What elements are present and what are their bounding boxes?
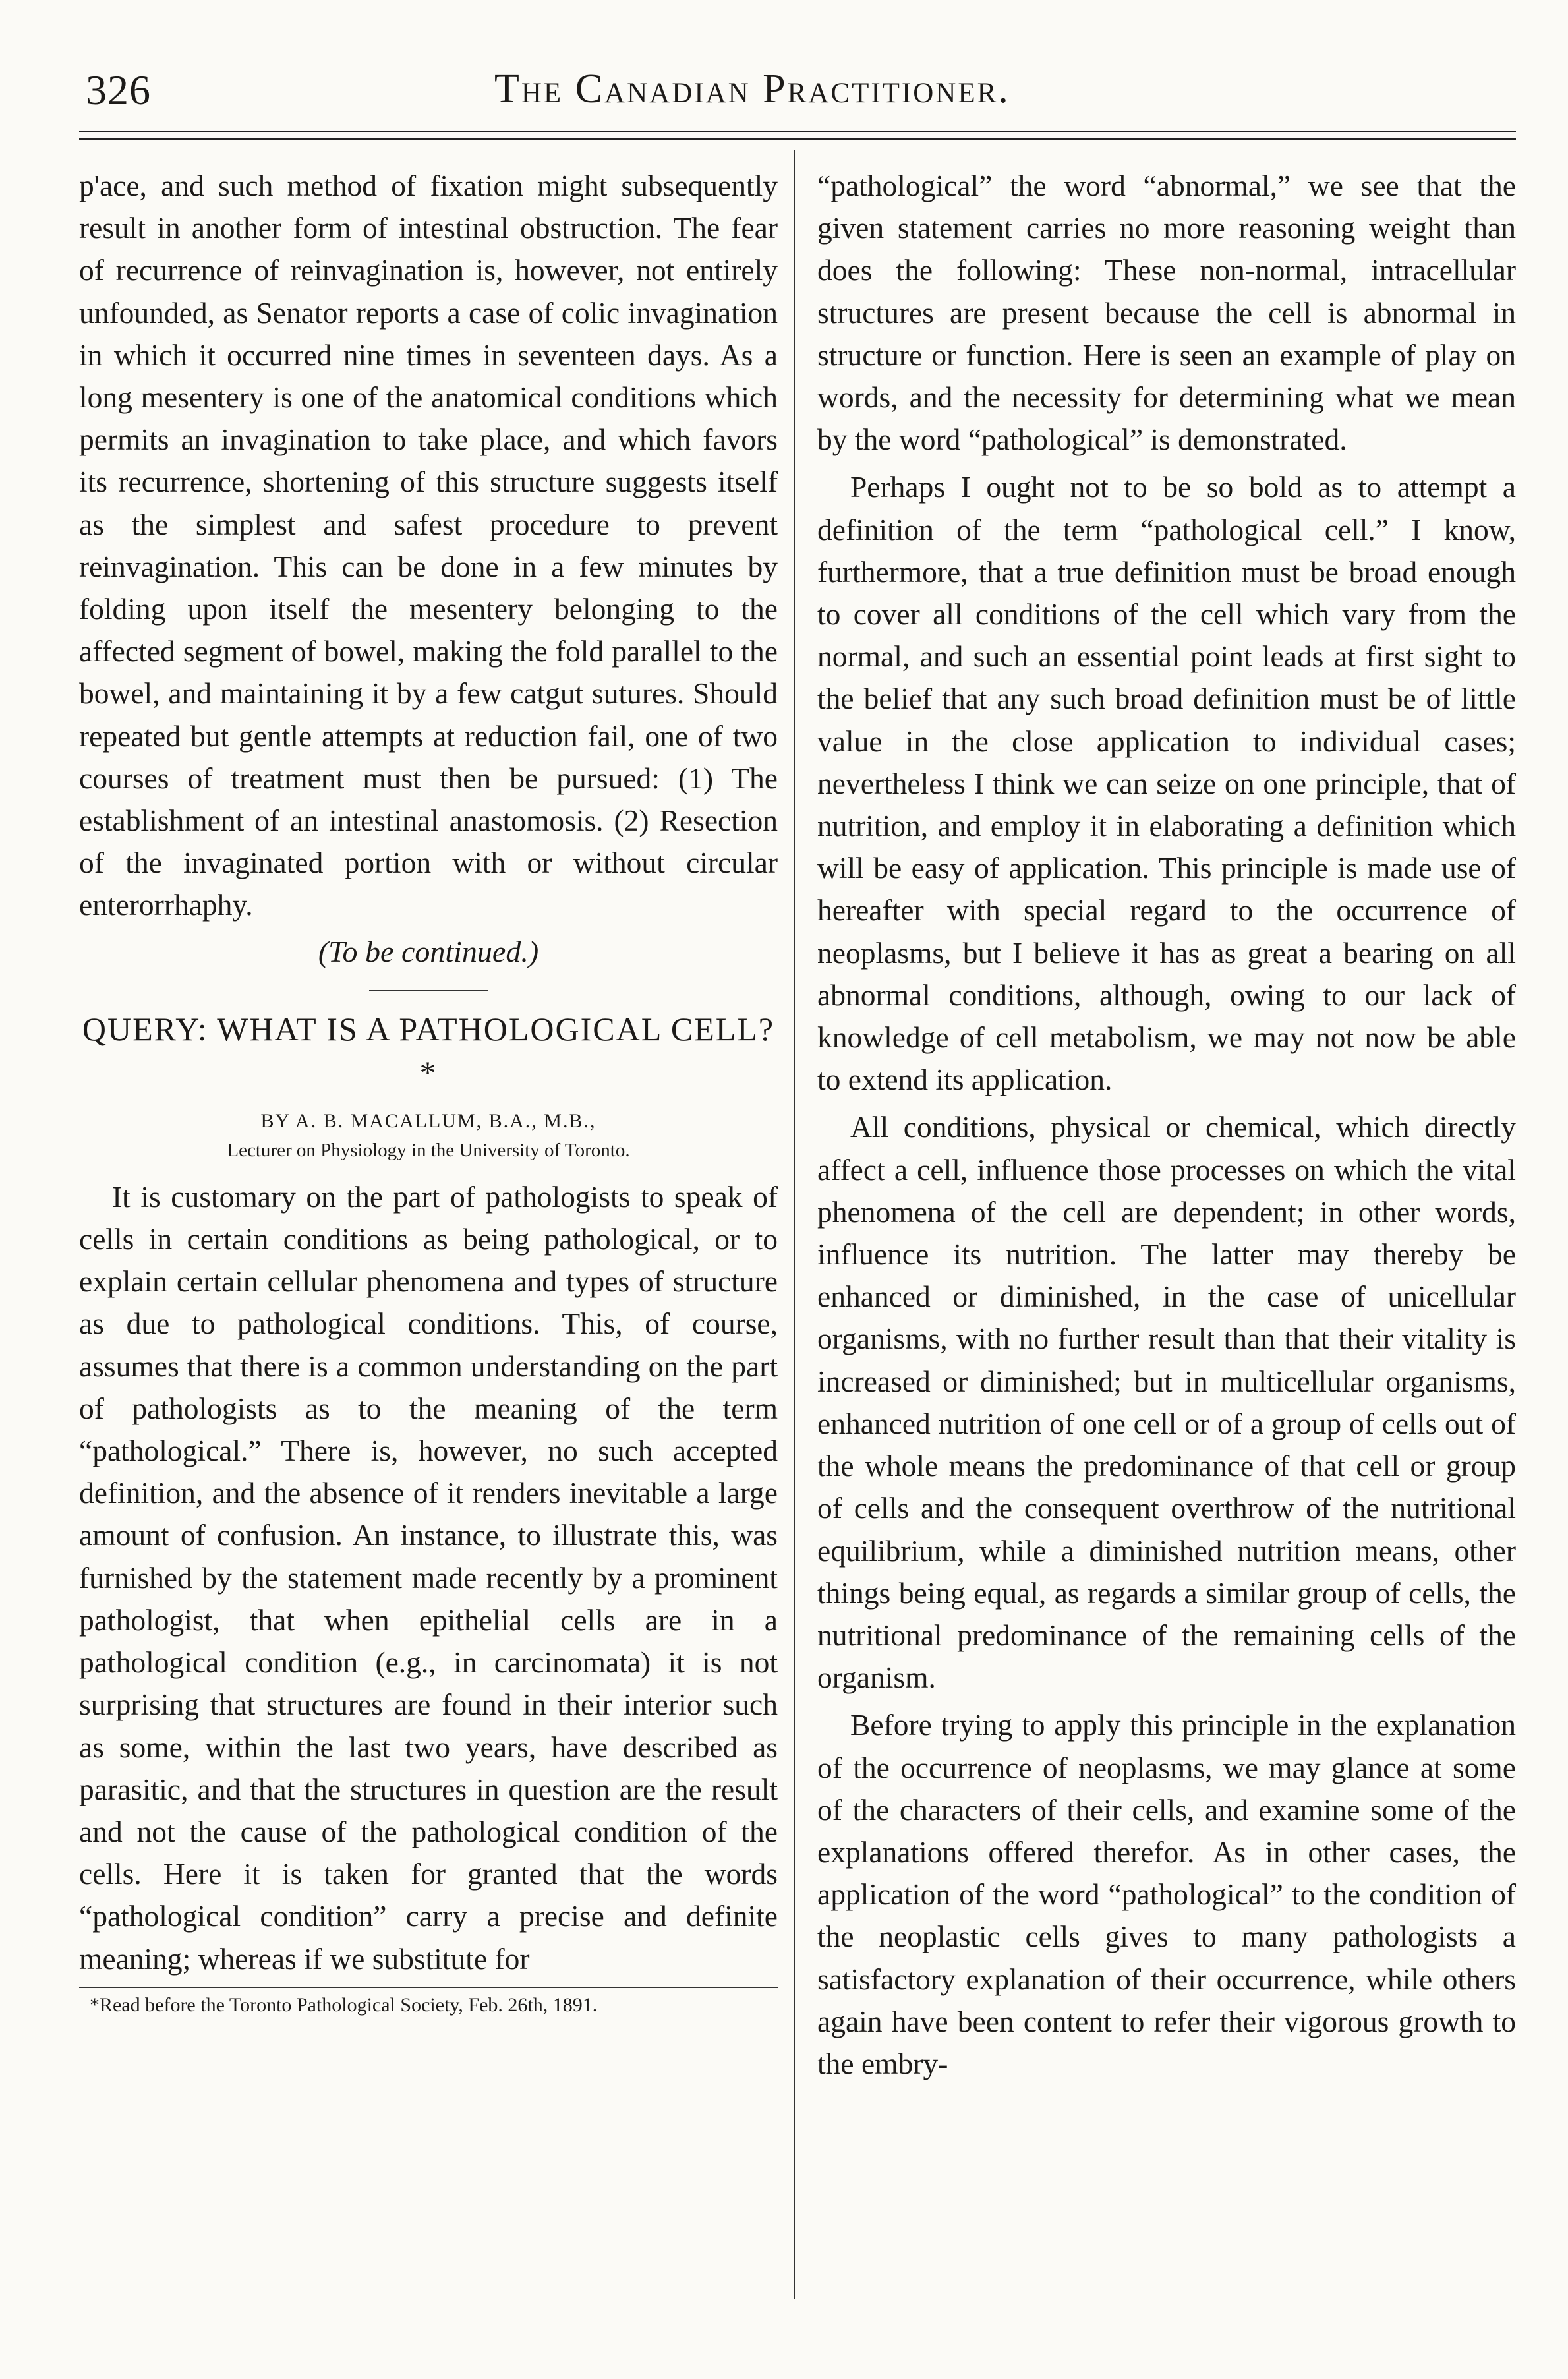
header-rule	[79, 131, 1516, 132]
column-divider	[794, 150, 795, 2299]
left-column	[79, 165, 778, 2018]
right-paragraph-4: Before trying to apply this principle in the explanation of the occurrence of neoplasms, we may glance at some of the characters of their cells, and examine some of the explanations offered therefor. As in other cases, the application of the word “pathological” to the condition of the neoplastic cells gives to many pathologists a satisfactory explanation of their occurrence, while others again have been content to refer their vigorous growth to the embry-	[817, 1708, 1516, 2080]
footnote-rule	[79, 1987, 778, 1988]
right-column	[817, 165, 1516, 2085]
left-paragraph-1: p'ace, and such method of fixation might subsequently result in another form of intestinal obstruction. The fear of recurrence of reinvagination is, however, not entirely unfounded, as Senator reports a case of colic invagination in which it occurred nine times in seventeen days. As a long mesentery is one of the anatomical conditions which permits an invagination to take place, and which favors its recurrence, shortening of this structure suggests itself as the simplest and safest procedure to prevent reinvagination. This can be done in a few minutes by folding upon itself the mesentery belonging to the affected segment of bowel, making the fold parallel to the bowel, and maintaining it by a few catgut sutures. Should repeated but gentle attempts at reduction fail, one of two courses of treatment must then be pursued: (1) The establishment of an intestinal anastomosis. (2) Resection of the invaginated portion with or without circular enterorrhaphy.	[79, 169, 778, 922]
page-number: 326	[86, 67, 151, 113]
continued-note: (To be continued.)	[318, 934, 539, 968]
running-head	[79, 66, 1516, 125]
journal-title: The Canadian Practitioner.	[494, 67, 1010, 111]
header-rule-thin	[79, 138, 1516, 140]
left-paragraph-2: It is customary on the part of pathologists to speak of cells in certain conditions as being pathological, or to explain certain cellular phenomena and types of structure as due to pathological conditions. This, of course, assumes that there is a common understanding on the part of pathologists as to the meaning of the term “pathological.” There is, however, no such accepted definition, and the absence of it renders inevitable a large amount of confusion. An instance, to illustrate this, was furnished by the statement made recently by a prominent pathologist, that when epithelial cells are in a pathological condition (e.g., in carcinomata) it is not surprising that structures are found in their interior such as some, within the last two years, have described as parasitic, and that the structures in question are the result and not the cause of the pathological condition of the cells. Here it is taken for granted that the words “pathological condition” carry a precise and definite meaning; whereas if we substitute for	[79, 1179, 778, 1976]
byline: BY A. B. MACALLUM, B.A., M.B.,	[260, 1109, 596, 1132]
footnote: *Read before the Toronto Pathological Society, Feb. 26th, 1891.	[90, 1993, 598, 2016]
section-rule	[369, 990, 488, 991]
article-title: QUERY: WHAT IS A PATHOLOGICAL CELL?*	[82, 1010, 775, 1091]
right-paragraph-3: All conditions, physical or chemical, which directly affect a cell, influence those processes on which the vital phenomena of the cell are dependent; in other words, influence its nutrition. The latter may thereby be enhanced or diminished, in the case of unicellular organisms, with no further result than that their vitality is increased or diminished; but in multicellular organisms, enhanced nutrition of one cell or of a group of cells out of the whole means the predominance of that cell or group of cells and the consequent overthrow of the nutritional equilibrium, while a diminished nutrition means, other things being equal, as regards a similar group of cells, the nutritional predominance of the remaining cells of the organism.	[817, 1110, 1516, 1695]
right-paragraph-2: Perhaps I ought not to be so bold as to attempt a definition of the term “pathological cell.” I know, furthermore, that a true definition must be broad enough to cover all conditions of the cell which vary from the normal, and such an essential point leads at first sight to the belief that any such broad definition must be of little value in the close application to individual cases; nevertheless I think we can seize on one principle, that of nutrition, and employ it in elaborating a definition which will be easy of application. This principle is made use of hereafter with special regard to the occurrence of neoplasms, but I believe it has as great a bearing on all abnormal conditions, although, owing to our lack of knowledge of cell metabolism, we may not now be able to extend its application.	[817, 470, 1516, 1097]
affiliation: Lecturer on Physiology in the University of Toronto.	[227, 1139, 630, 1161]
right-paragraph-1: “pathological” the word “abnormal,” we see that the given statement carries no more reasoning weight than does the following: These non-normal, intracellular structures are present because the cell is abnormal in structure or function. Here is seen an example of play on words, and the necessity for determining what we mean by the word “pathological” is demonstrated.	[817, 169, 1516, 457]
